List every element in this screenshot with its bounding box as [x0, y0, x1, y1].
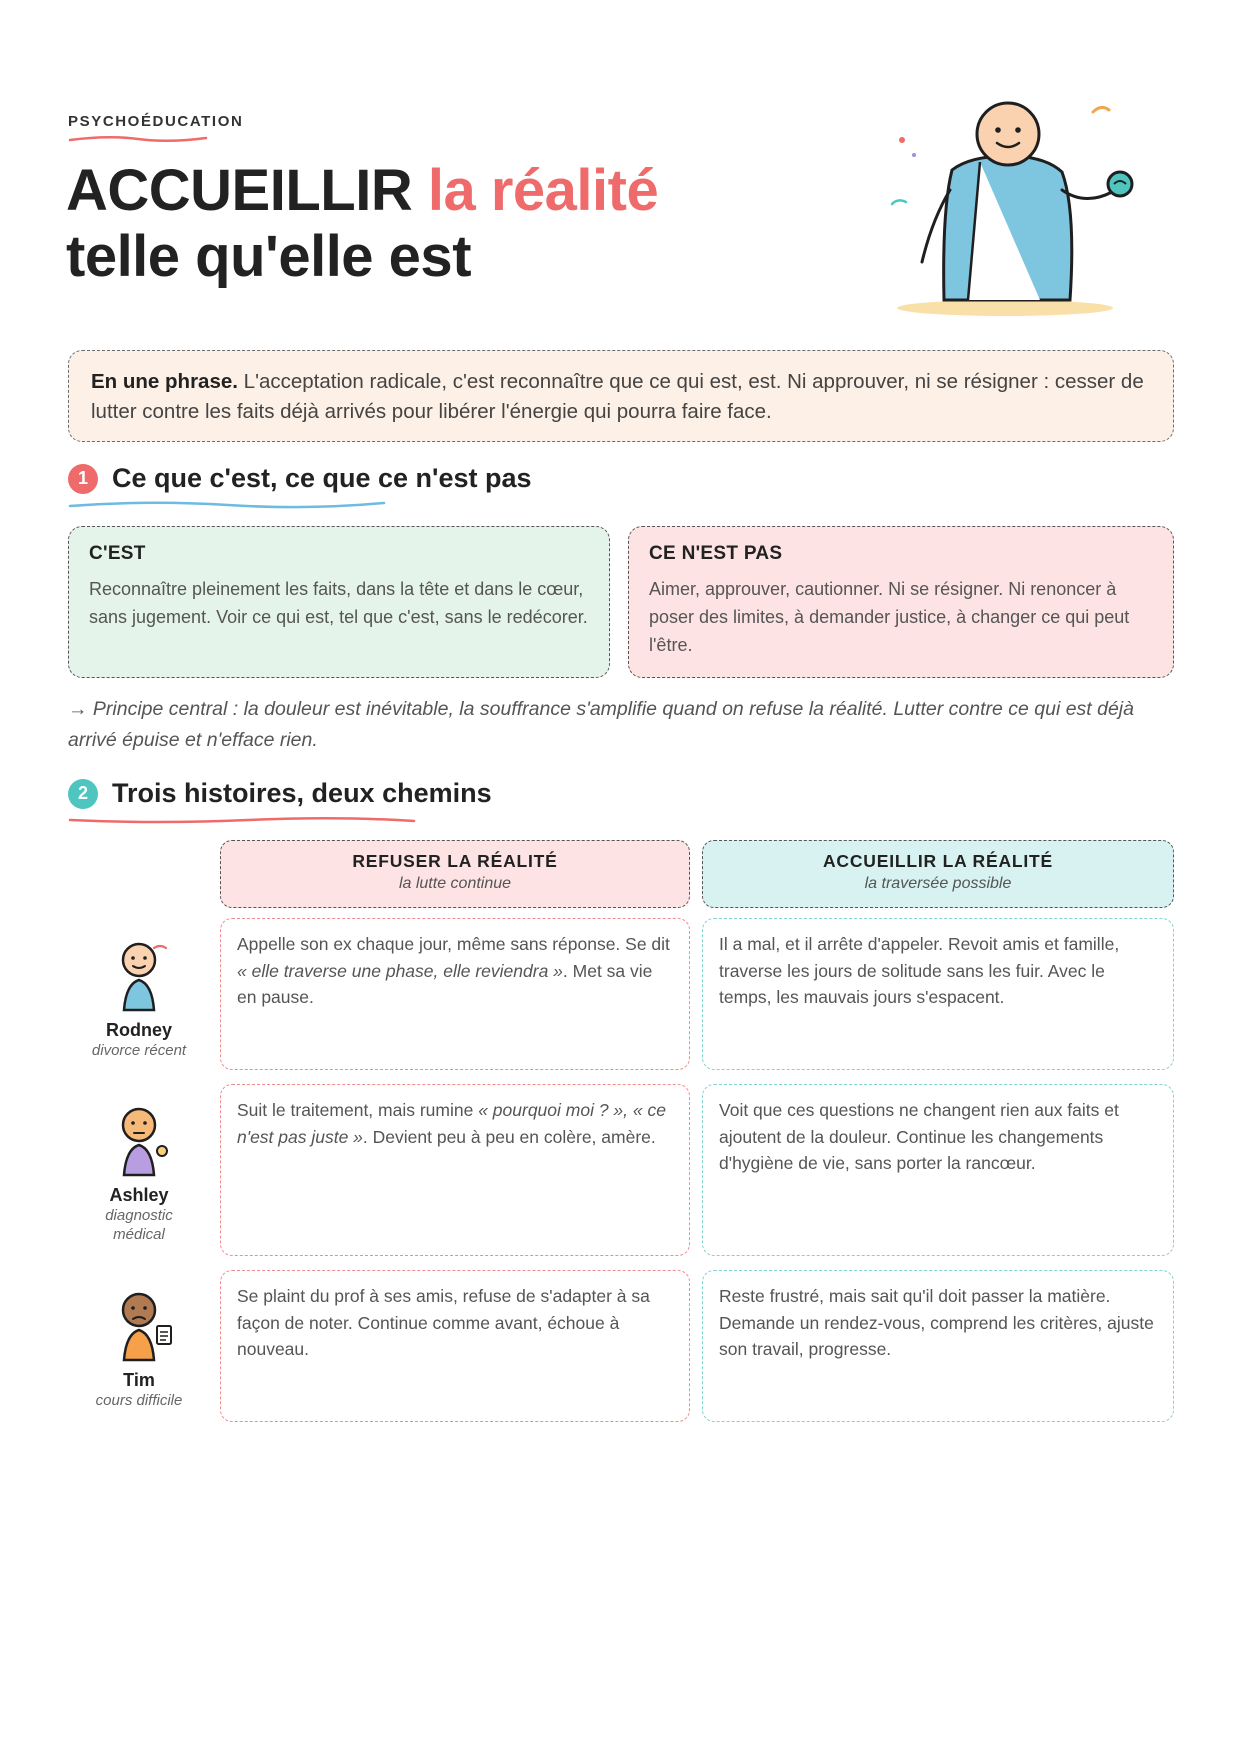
- column-accept-header: [702, 840, 1174, 908]
- card-is-text: Reconnaître pleinement les faits, dans la tête et dans le cœur, sans jugement. Voir ce qui est, tel que c'est, sans le redécorer.: [89, 579, 588, 627]
- persona-name: Rodney: [105, 1020, 172, 1040]
- refuse-text: Appelle son ex chaque jour, même sans réponse. Se dit: [237, 934, 670, 954]
- section-2-underline: [68, 814, 418, 828]
- persona-role: cours difficile: [95, 1392, 183, 1409]
- refuse-text: Suit le traitement, mais rumine: [237, 1100, 479, 1120]
- column-accept-subtitle: la traversée possible: [864, 875, 1012, 892]
- persona-rodney: [78, 940, 200, 1060]
- story-rodney-refuse: [220, 918, 690, 1070]
- rodney-avatar-icon: [104, 940, 174, 1014]
- hero-figure-illustration: [880, 90, 1160, 330]
- persona-name: Ashley: [109, 1185, 169, 1205]
- story-rodney-accept: Il a mal, et il arrête d'appeler. Revoit amis et famille, traverse les jours de solitude sans les fuir. Avec le temps, les mauvais jours s'espacent.: [702, 918, 1174, 1070]
- story-ashley-refuse: [220, 1084, 690, 1256]
- card-is-not-text: Aimer, approuver, cautionner. Ni se résigner. Ni renoncer à poser des limites, à demander justice, à changer ce qui peut l'être.: [649, 579, 1130, 655]
- refuse-text-end: . Devient peu à peu en colère, amère.: [362, 1126, 656, 1147]
- column-refuse-title: REFUSER LA RÉALITÉ: [352, 851, 558, 871]
- section-2-title: Trois histoires, deux chemins: [112, 778, 492, 808]
- section-2-badge: 2: [68, 779, 98, 809]
- persona-role: diagnostic médical: [105, 1207, 173, 1243]
- card-is-label: C'EST: [89, 543, 146, 564]
- kicker-underline: [68, 134, 208, 144]
- ashley-avatar-icon: [104, 1105, 174, 1179]
- central-principle: → Principe central : la douleur est inévitable, la souffrance s'amplifie quand on refuse la réalité. Lutter contre ce qui est déjà arrivé épuise et n'efface rien.: [68, 698, 1134, 751]
- column-accept-title: ACCUEILLIR LA RÉALITÉ: [822, 851, 1054, 871]
- refuse-text-end: . Met sa vie en pause.: [237, 960, 653, 1007]
- tim-avatar-icon: [104, 1290, 174, 1364]
- persona-ashley: [78, 1105, 200, 1244]
- section-2-heading: [68, 778, 492, 809]
- kicker: PSYCHOÉDUCATION: [68, 113, 244, 130]
- summary-text: L'acceptation radicale, c'est reconnaître que ce qui est, est. Ni approuver, ni se résigner : cesser de lutter contre les faits déjà arrivés pour libérer l'énergie qui pourra faire face.: [91, 370, 1144, 423]
- section-1-heading: [68, 463, 532, 494]
- column-refuse-subtitle: la lutte continue: [398, 875, 512, 892]
- card-is-not-label: CE N'EST PAS: [649, 543, 783, 564]
- section-1-underline: [68, 498, 388, 512]
- refuse-quote: « elle traverse une phase, elle reviendra »: [237, 960, 563, 981]
- title-accent: la réalité: [427, 158, 659, 223]
- page-title: [66, 158, 658, 290]
- summary-box: [68, 350, 1174, 442]
- story-tim-refuse: [220, 1270, 690, 1422]
- refuse-text: Se plaint du prof à ses amis, refuse de s'adapter à sa façon de noter. Continue comme avant, échoue à nouveau.: [237, 1286, 650, 1359]
- persona-name: Tim: [123, 1370, 155, 1390]
- section-1-badge: 1: [68, 464, 98, 494]
- title-part1: ACCUEILLIR: [66, 158, 428, 223]
- persona-tim: [78, 1290, 200, 1410]
- column-refuse-header: [220, 840, 690, 908]
- refuse-quote: « pourquoi moi ? », « ce n'est pas juste »: [237, 1100, 666, 1147]
- card-is: [68, 526, 610, 678]
- story-tim-accept: Reste frustré, mais sait qu'il doit passer la matière. Demande un rendez-vous, comprend les critères, ajuste son travail, progresse.: [702, 1270, 1174, 1422]
- title-line2: telle qu'elle est: [66, 224, 472, 289]
- summary-lead: En une phrase.: [91, 370, 238, 393]
- persona-role: divorce récent: [91, 1042, 187, 1059]
- story-ashley-accept: Voit que ces questions ne changent rien aux faits et ajoutent de la douleur. Continue les changements d'hygiène de vie, sans porter la rancœur.: [702, 1084, 1174, 1256]
- card-is-not: [628, 526, 1174, 678]
- section-1-title: Ce que c'est, ce que ce n'est pas: [112, 463, 532, 493]
